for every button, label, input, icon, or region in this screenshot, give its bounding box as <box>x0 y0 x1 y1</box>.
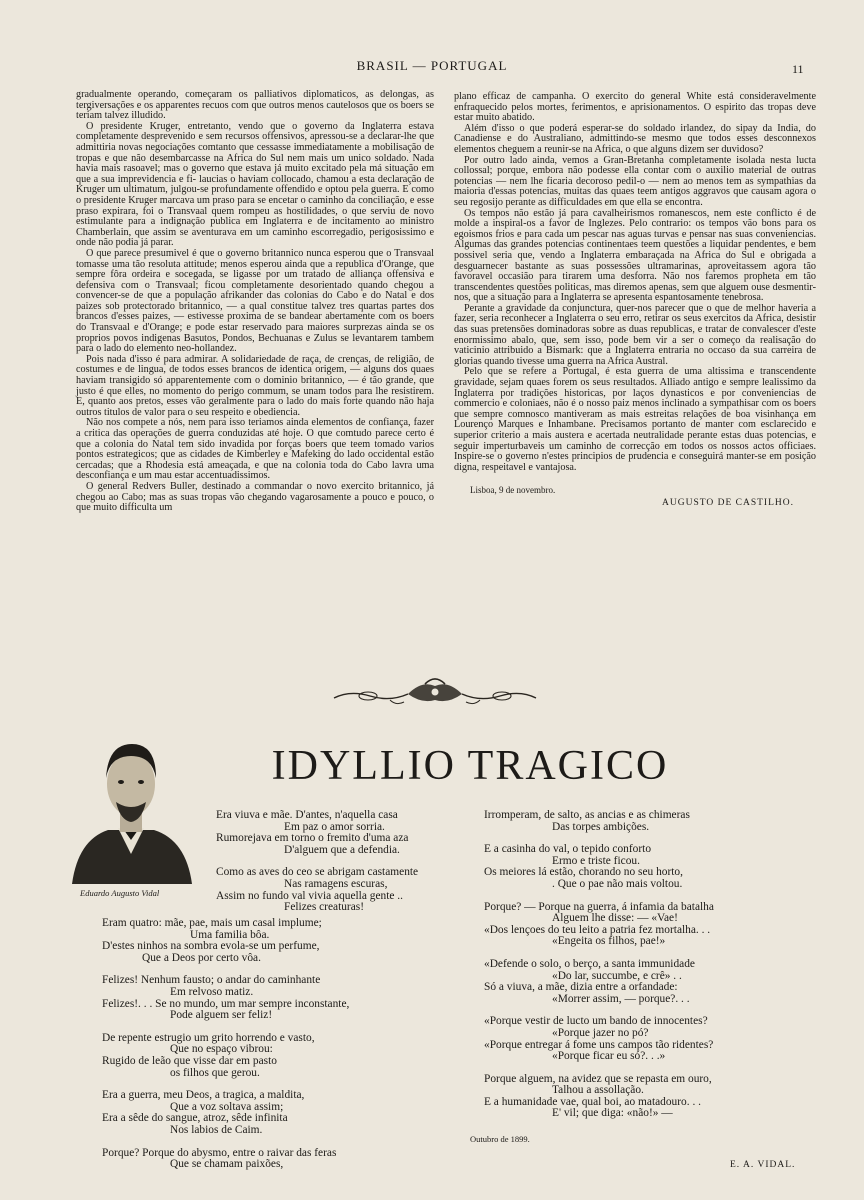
poem-line: . Que o pae não mais voltou. <box>552 877 683 890</box>
poem-stanza <box>102 918 442 964</box>
poem-line: D'alguem que a defendia. <box>284 843 400 856</box>
article-paragraph: plano efficaz de campanha. O exercito do general White está consideravelmente enfraquecido pelos mortes, ferimentos, e aprisionamentos. O espirito das tropas deve estar muito abatido. <box>454 91 816 124</box>
poem-line: Era a sêde do sangue, atroz, sêde infinita <box>102 1112 288 1125</box>
article-paragraph: O presidente Kruger, entretanto, vendo que o governo da Inglaterra estava completamente desprevenido e sem recursos offensivos, apressou-se a declarar-lhe que admittiria novas negociações comtanto que cessasse immediatamente a mobilisação de tropas e que não desembarcasse na Africa do Sul nem mais um unico soldado. Nada havia mais rasoavel; mas o governo que estava já muito excitado pela má situação em que a sua imprevidencia e fi- laucias o haviam collocado, chamou a esta declaração de Kruger um ultimatum, julgou-se profundamente offendido e optou pela guerra. E como o presidente Kruger marcava um praso para se encetar o caminho da conciliação, e esse praso expirara, foi o Transvaal quem rompeu as hostilidades, o que serviu de novo estimulante para a indignação publica em Inglaterra e de incitamento ao ministro Chamberlain, que assim se aventurava em um caminho escorregadio, perigosissimo e onde não podia já parar. <box>76 120 434 249</box>
running-header: BRASIL — PORTUGAL <box>356 58 508 73</box>
poem-stanza <box>484 1016 814 1062</box>
poem-line: Eram quatro: mãe, pae, mais um casal implume; <box>102 917 322 929</box>
poem-line: Como as aves do ceo se abrigam castamente <box>216 866 419 879</box>
poem-line: Que se chamam paixões, <box>170 1158 284 1171</box>
article-column-left <box>76 90 434 514</box>
article-paragraph: Por outro lado ainda, vemos a Gran-Bretanha completamente isolada nesta lucta collossal; porque, embora não podesse ella contar com o auxilio material de outras potencias — nem lhe ficaria decoroso pedil-o — nem ao menos tem as sympathias da maioria d'essas potencias, muitas das quaes teem antigos aggravos que causam agora o seu regosijo perante as difficuldades em que ella se encontra. <box>454 154 816 208</box>
poem-stanza <box>102 1090 442 1136</box>
author-portrait <box>64 722 198 884</box>
poem-stanza <box>484 810 814 833</box>
poem-author: E. A. VIDAL. <box>730 1160 796 1170</box>
article-paragraph: Os tempos não estão já para cavalheirismos romanescos, nem este conflicto é de molde a inspiral-os a favor de Inglezes. Pelo contrario: os tempos vão bons para os egoismos frios e para cada um pescar nas aguas turvas e pensar nas suas conveniencias. Algumas das grandes potencias continentaes teem questões a liquidar pendentes, e bem possivel seria que, vendo a Inglaterra embaraçada na Africa do Sul e obrigada a desguarnecer bastante as suas possessões ultramarinas, aproveitassem agora tão favoravel occasião para tirarem uma desforra. Não nos faremos propheta em tão transcendentes questões politicas, mas diremos apenas, sem que alguem ouse desmentir-nos, que a situação para a Inglaterra se apresenta espantosamente tenebrosa. <box>454 207 816 304</box>
poem-line: Era viuva e mãe. D'antes, n'aquella casa <box>216 809 398 821</box>
article-paragraph: gradualmente operando, começaram os palliativos diplomaticos, as delongas, as tergiversações e os apparentes recuos com que outros menos cautelosos que os boers se teriam talvez illudido. <box>76 89 434 122</box>
poem-stanza <box>484 959 814 1005</box>
poem-stanza <box>216 867 446 913</box>
article-paragraph: Além d'isso o que poderá esperar-se do soldado irlandez, do sipay da India, do Canadiense e do Australiano, admittindo-se mesmo que todos esses desconnexos elementos cheguem a reunir-se na Africa, o que alguns dizem ser duvidoso? <box>454 122 816 155</box>
poem-line: «Porque ficar eu só?. . .» <box>552 1050 666 1063</box>
article-author: AUGUSTO DE CASTILHO. <box>662 497 794 508</box>
poem-line: Rumorejava em torno o fremito d'uma aza <box>216 832 409 845</box>
poem-line: De repente estrugio um grito horrendo e vasto, <box>102 1031 315 1044</box>
poem-date: Outubro de 1899. <box>470 1134 530 1144</box>
poem-stanza <box>484 844 814 890</box>
poem-stanza <box>102 1148 442 1171</box>
article-column-right <box>454 92 816 509</box>
poem-line: Nas ramagens escuras, <box>284 877 388 890</box>
poem-line: Era a guerra, meu Deos, a tragica, a maldita, <box>102 1089 305 1102</box>
poem-column-b <box>102 918 442 1182</box>
poem-line: Felizes creaturas! <box>284 901 365 914</box>
portrait-caption: Eduardo Augusto Vidal <box>80 888 160 898</box>
poem-line: Rugido de leão que visse dar em pasto <box>102 1054 277 1067</box>
poem-line: «Porque entregar á fome uns campos tão ridentes? <box>484 1038 714 1051</box>
poem-line: Assim no fundo val vivia aquella gente .. <box>216 889 403 902</box>
poem-line: E' vil; que diga: «não!» — <box>552 1107 673 1120</box>
poem-line: Em relvoso matiz. <box>170 985 254 998</box>
poem-stanza <box>484 902 814 948</box>
article-paragraph: O que parece presumivel é que o governo britannico nunca esperou que o Transvaal tomasse uma tão resoluta attitude; menos esperou ainda que a republica d'Orange, que sempre fôra ordeira e socegada, se ligasse por um tratado de alliança offensiva e defensiva com o Transvaal; ficou completamente desorientado quando chegou a convencer-se de que a população afrikander das colonias do Cabo e do Natal e dos paizes sob protectorado britannico, — a qual constitue talvez tres quartas partes dos brancos d'esses paizes, — estivesse proxima de se bandear abertamente com os boers do Transvaal e d'Orange; e pode estar reservado para maiores surprezas ainda se os proprios povos indigenas Basutos, Pondos, Bechuanas e Zulus se levantarem tambem para o lado do elemento neo-hollandez. <box>76 247 434 355</box>
poem-line: Porque alguem, na avidez que se repasta em ouro, <box>484 1072 712 1085</box>
floral-ornament-divider <box>330 676 540 712</box>
poem-line: Em paz o amor sorria. <box>284 820 385 833</box>
poem-line: Ermo e triste ficou. <box>552 854 640 867</box>
poem-line: Nos labios de Caim. <box>170 1123 263 1136</box>
poem-line: Só a viuva, a mãe, dizia entre a orfandade: <box>484 981 678 994</box>
poem-stanza <box>216 810 446 856</box>
poem-line: Pode alguem ser feliz! <box>170 1009 273 1022</box>
poem-stanza <box>102 975 442 1021</box>
poem-line: Porque? — Porque na guerra, á infamia da batalha <box>484 900 714 913</box>
poem-line: «Morrer assim, — porque?. . . <box>552 992 690 1005</box>
poem-line: Porque? Porque do abysmo, entre o raivar das feras <box>102 1146 337 1159</box>
poem-line: Que a voz soltava assim; <box>170 1100 284 1113</box>
poem-column-a <box>216 810 446 925</box>
poem-line: «Dos lençoes do teu leito a patria fez mortalha. . . <box>484 923 711 936</box>
poem-line: «Porque jazer no pó? <box>552 1026 649 1039</box>
article-paragraph: Pois nada d'isso é para admirar. A solidariedade de raça, de crenças, de religião, de costumes e de lingua, de todos esses brancos de identica origem, — alguns dos quaes haviam transigido só apparentemente com o dominio britannico, — é tão grande, que justo é que elles, no momento do perigo commum, se unam todos para lhe resistirem. E, quanto aos pretos, esses vão geralmente para o lado do mais forte quando não haja outros titulos de valor para o seu respeito e obediencia. <box>76 353 434 418</box>
poem-line: Que no espaço vibrou: <box>170 1043 273 1056</box>
article-paragraph: Pelo que se refere a Portugal, é esta guerra de uma altissima e transcendente gravidade, sejam quaes forem os seus resultados. Alliado antigo e sempre lealissimo da Inglaterra por tradições historicas, por laços dynasticos e por conveniencias de commercio e coloniaes, não é o nosso paiz menos inclinado a sympathisar com os boers que sempre comnosco mantiveram as mais estreitas relações de boa visinhança em Lourenço Marques e Inhambane. Precisamos portanto de manter com esclarecido e superior criterio a mais austera e acertada neutralidade perante estas duas potencias, e seguir imperturbaveis um caminho de correcção em todos os nossos actos officiaes. Inspire-se o governo n'estes principios de prudencia e conseguirá manter-se em posição digna, respeitavel e vantajosa. <box>454 366 816 473</box>
poem-line: D'estes ninhos na sombra evola-se um perfume, <box>102 940 320 953</box>
poem-line: Felizes! Nenhum fausto; o andar do caminhante <box>102 974 321 987</box>
poem-line: Das torpes ambições. <box>552 820 650 833</box>
poem-title: IDYLLIO TRAGICO <box>271 743 669 789</box>
poem-line: E a humanidade vae, qual boi, ao matadouro. . . <box>484 1095 701 1108</box>
article-paragraph: Perante a gravidade da conjunctura, quer-nos parecer que o que de melhor haveria a fazer, seria reconhecer a Inglaterra o seu erro, retirar os seus exercitos da Africa, desistir das suas pretensões dominadoras sobre as duas republicas, e tratar de convalescer d'este enormissimo abalo, que, sem isso, pode bem vir a ser o começo da realisação do vaticinio attribuido a Bismark: que a Inglaterra entraria no occaso da sua carreira de glorias quando tivesse uma guerra na Africa Austral. <box>454 302 816 367</box>
poem-line: Uma familia bôa. <box>190 928 270 941</box>
poem-line: E a casinha do val, o tepido conforto <box>484 843 652 856</box>
poem-line: Talhou a assollação. <box>552 1084 644 1097</box>
poem-line: Que a Deos por certo vôa. <box>142 951 261 964</box>
page-number: 11 <box>792 62 804 76</box>
poem-line: «Engeita os filhos, pae!» <box>552 935 666 948</box>
poem-line: os filhos que gerou. <box>170 1066 260 1079</box>
article-dateline: Lisboa, 9 de novembro. <box>470 485 556 496</box>
poem-stanza <box>484 1074 814 1120</box>
poem-line: Irromperam, de salto, as ancias e as chimeras <box>484 809 690 821</box>
article-paragraph: Não nos compete a nós, nem para isso teriamos ainda elementos de confiança, fazer a critica das operações de guerra conduzidas até hoje. O que comtudo parece certo é que a colonia do Natal tem sido invadida por forças boers que teem tomado varios pontos estrategicos; que as cidades de Kimberley e Mafeking do lado occidental estão cercadas; que a Rhodesia está ameaçada, e que na colonia toda do Cabo lavra uma desconfiança e um mau estar accentuadissimos. <box>76 417 434 482</box>
poem-line: Alguem lhe disse: — «Vae! <box>552 912 678 925</box>
poem-line: «Do lar, succumbe, e crê» . . <box>552 969 682 982</box>
poem-line: «Defende o solo, o berço, a santa immunidade <box>484 957 695 970</box>
poem-line: Os meiores lá estão, chorando no seu horto, <box>484 866 683 879</box>
poem-column-c <box>484 810 814 1131</box>
poem-line: Felizes!. . . Se no mundo, um mar sempre inconstante, <box>102 997 350 1010</box>
poem-stanza <box>102 1033 442 1079</box>
article-paragraph: O general Redvers Buller, destinado a commandar o novo exercito britannico, já chegou ao Cabo; mas as suas tropas vão chegando vagarosamente a pouco e pouco, o que muito difficulta um <box>76 480 434 514</box>
poem-line: «Porque vestir de lucto um bando de innocentes? <box>484 1015 708 1028</box>
